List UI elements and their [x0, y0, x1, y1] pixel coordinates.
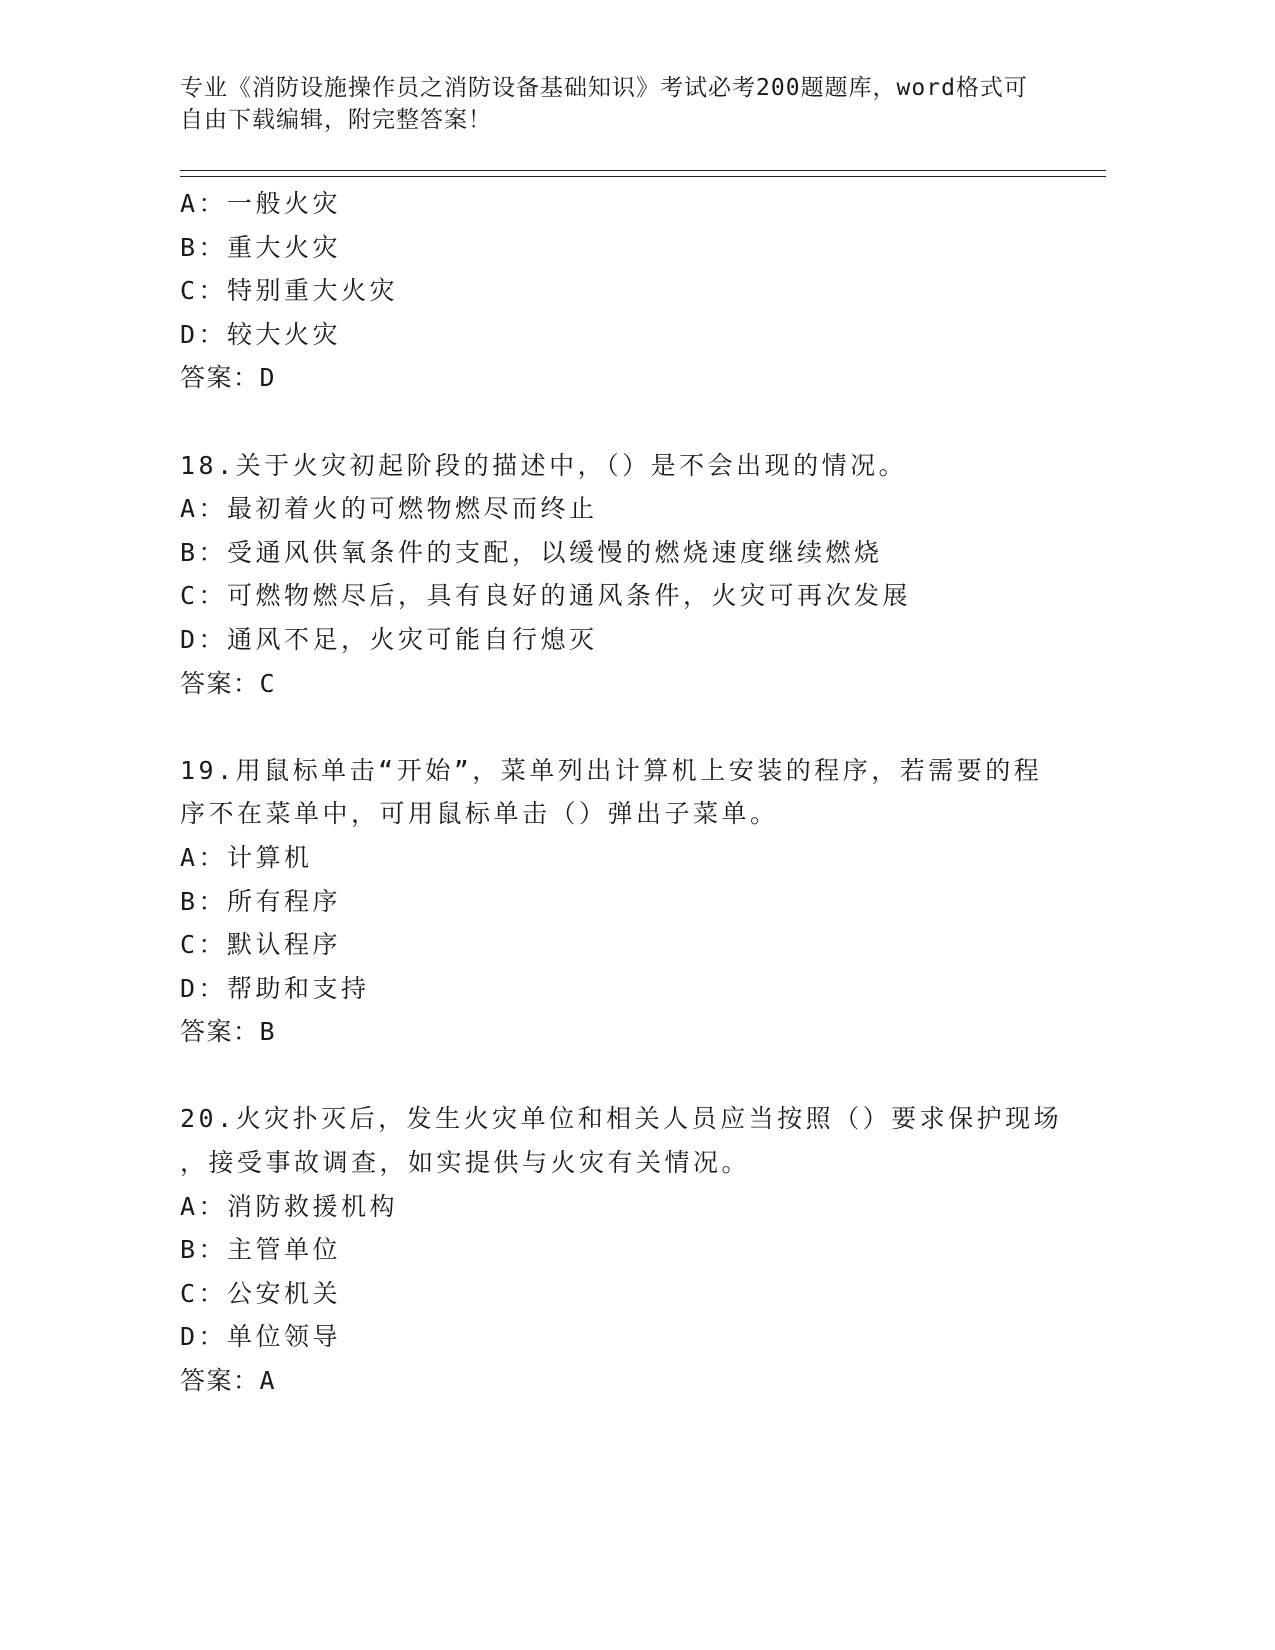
- question-19: [180, 749, 1060, 1054]
- q18-option-a: A：最初着火的可燃物燃尽而终止: [180, 494, 598, 524]
- header-title-line-1: 专业《消防设施操作员之消防设备基础知识》考试必考200题题库，word格式可: [180, 75, 1028, 101]
- question-spacer: [180, 705, 1060, 749]
- q19-stem-line-1: 19.用鼠标单击“开始”，菜单列出计算机上安装的程序，若需要的程: [180, 755, 1043, 785]
- q20-option-d: D：单位领导: [180, 1322, 342, 1352]
- question-spacer: [180, 1054, 1060, 1098]
- q20-option-a: A：消防救援机构: [180, 1191, 399, 1221]
- q19-stem-line-2: 序不在菜单中，可用鼠标单击（）弹出子菜单。: [180, 799, 779, 829]
- q17-option-a: A：一般火灾: [180, 189, 342, 218]
- q20-answer: 答案：A: [180, 1366, 277, 1396]
- q18-option-b: B：受通风供氧条件的支配，以缓慢的燃烧速度继续燃烧: [180, 537, 883, 567]
- header-divider-top: [180, 170, 1106, 171]
- document-header: [180, 72, 1050, 136]
- q20-stem-line-1: 20.火灾扑灭后，发生火灾单位和相关人员应当按照（）要求保护现场: [180, 1104, 1063, 1134]
- question-list: [180, 182, 1063, 1403]
- q19-option-a: A：计算机: [180, 842, 313, 872]
- q19-answer: 答案：B: [180, 1017, 277, 1047]
- q19-option-b: B：所有程序: [180, 886, 342, 916]
- q20-stem-line-2: ，接受事故调查，如实提供与火灾有关情况。: [180, 1148, 751, 1178]
- q17-option-c: C：特别重大火灾: [180, 276, 399, 306]
- q17-option-d: D：较大火灾: [180, 319, 342, 349]
- q17-answer: 答案：D: [180, 363, 277, 393]
- question-20: [180, 1097, 1063, 1402]
- q18-answer: 答案：C: [180, 668, 277, 698]
- q17-option-b: B：重大火灾: [180, 232, 342, 262]
- question-18: [180, 444, 1060, 706]
- q18-option-d: D：通风不足，火灾可能自行熄灭: [180, 624, 598, 654]
- header-divider-bottom: [180, 176, 1106, 177]
- q18-option-c: C：可燃物燃尽后，具有良好的通风条件，火灾可再次发展: [180, 581, 912, 611]
- q18-stem: 18.关于火灾初起阶段的描述中，（）是不会出现的情况。: [180, 450, 908, 480]
- header-title-line-2: 自由下载编辑，附完整答案！: [180, 107, 492, 133]
- question-spacer: [180, 400, 1060, 444]
- q20-option-c: C：公安机关: [180, 1278, 342, 1308]
- q19-option-c: C：默认程序: [180, 930, 342, 960]
- q19-option-d: D：帮助和支持: [180, 973, 370, 1003]
- question-17: [180, 182, 1060, 400]
- q20-option-b: B：主管单位: [180, 1235, 342, 1265]
